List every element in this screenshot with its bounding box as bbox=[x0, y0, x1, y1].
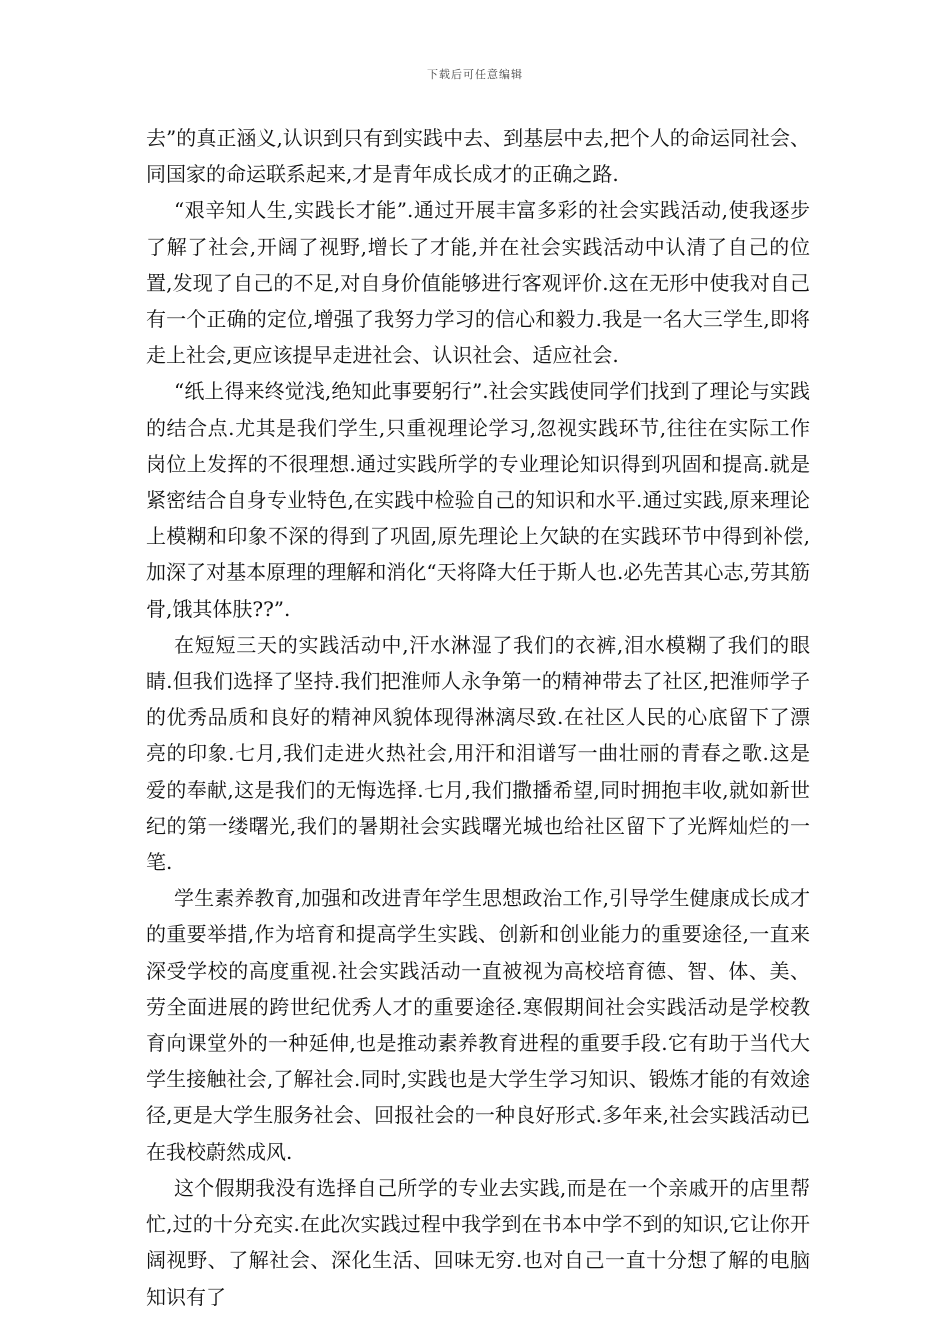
paragraph-1: 去”的真正涵义,认识到只有到实践中去、到基层中去,把个人的命运同社会、同国家的命运联系起来,才是青年成长成才的正确之路. bbox=[146, 126, 810, 187]
header-note: 下载后可任意编辑 bbox=[427, 68, 523, 81]
paragraph-6: 这个假期我没有选择自己所学的专业去实践,而是在一个亲戚开的店里帮忙,过的十分充实.在此次实践过程中我学到在书本中学不到的知识,它让你开阔视野、了解社会、深化生活、回味无穷.也对自己一直十分想了解的电脑知识有了 bbox=[146, 1175, 810, 1309]
document-body bbox=[146, 120, 810, 1315]
paragraph-5: 学生素养教育,加强和改进青年学生思想政治工作,引导学生健康成长成才的重要举措,作为培育和提高学生实践、创新和创业能力的重要途径,一直来深受学校的高度重视.社会实践活动一直被视为高校培育德、智、体、美、劳全面进展的跨世纪优秀人才的重要途径.寒假期间社会实践活动是学校教育向课堂外的一种延伸,也是推动素养教育进程的重要手段.它有助于当代大学生接触社会,了解社会.同时,实践也是大学生学习知识、锻炼才能的有效途径,更是大学生服务社会、回报社会的一种良好形式.多年来,社会实践活动已在我校蔚然成风. bbox=[146, 886, 810, 1164]
paragraph-3: “纸上得来终觉浅,绝知此事要躬行”.社会实践使同学们找到了理论与实践的结合点.尤其是我们学生,只重视理论学习,忽视实践环节,往往在实际工作岗位上发挥的不很理想.通过实践所学的专业理论知识得到巩固和提高.就是紧密结合自身专业特色,在实践中检验自己的知识和水平.通过实践,原来理论上模糊和印象不深的得到了巩固,原先理论上欠缺的在实践环节中得到补偿,加深了对基本原理的理解和消化“天将降大任于斯人也.必先苦其心志,劳其筋骨,饿其体肤??”. bbox=[146, 379, 810, 621]
paragraph-4: 在短短三天的实践活动中,汗水淋湿了我们的衣裤,泪水模糊了我们的眼睛.但我们选择了坚持.我们把淮师人永争第一的精神带去了社区,把淮师学子的优秀品质和良好的精神风貌体现得淋漓尽致.在社区人民的心底留下了漂亮的印象.七月,我们走进火热社会,用汗和泪谱写一曲壮丽的青春之歌.这是爱的奉献,这是我们的无悔选择.七月,我们撒播希望,同时拥抱丰收,就如新世纪的第一缕曙光,我们的暑期社会实践曙光城也给社区留下了光辉灿烂的一笔. bbox=[146, 632, 810, 875]
paragraph-2: “艰辛知人生,实践长才能”.通过开展丰富多彩的社会实践活动,使我逐步了解了社会,开阔了视野,增长了才能,并在社会实践活动中认清了自己的位置,发现了自己的不足,对自身价值能够进行客观评价.这在无形中使我对自己有一个正确的定位,增强了我努力学习的信心和毅力.我是一名大三学生,即将走上社会,更应该提早走进社会、认识社会、适应社会. bbox=[146, 198, 810, 368]
